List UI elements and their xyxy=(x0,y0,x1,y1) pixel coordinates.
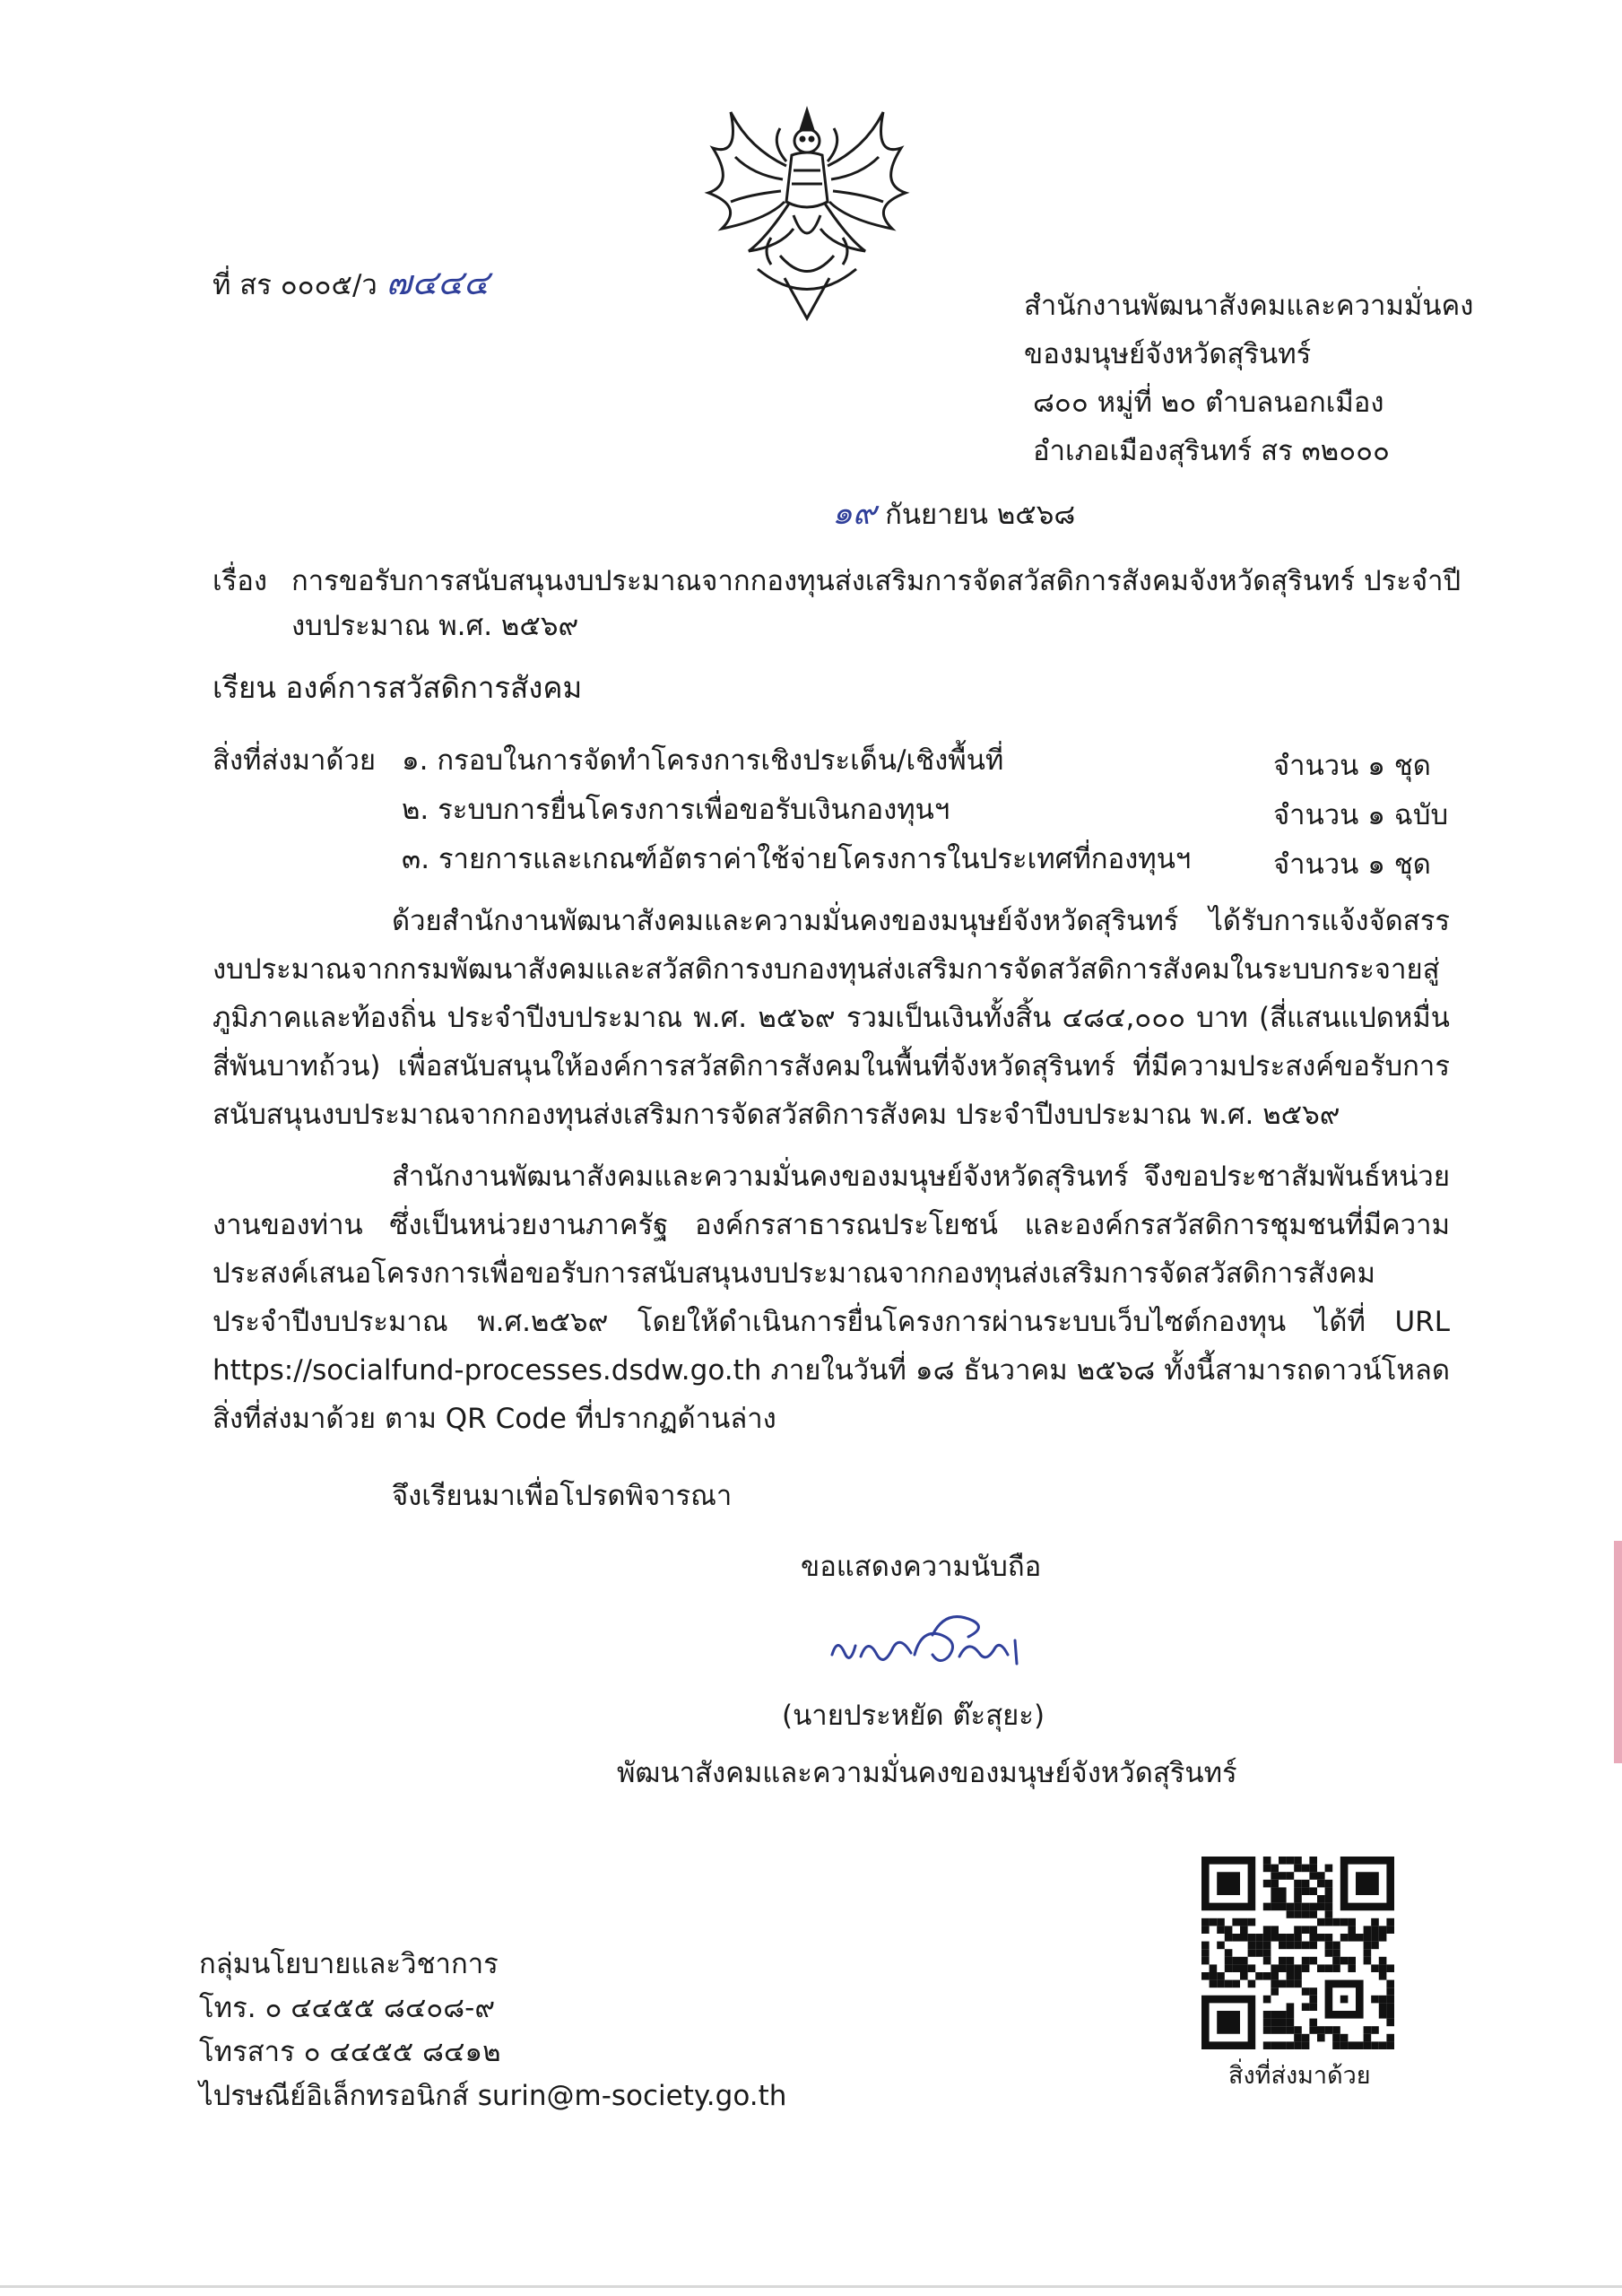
signatory-position: พัฒนาสังคมและความมั่นคงของมนุษย์จังหวัดสุรินทร์ xyxy=(617,1757,1237,1789)
qr-code xyxy=(1201,1857,1394,2049)
recipient-value: องค์การสวัสดิการสังคม xyxy=(285,670,583,705)
regards: ขอแสดงความนับถือ xyxy=(801,1551,1042,1583)
address-line: อำเภอเมืองสุรินทร์ สร ๓๒๐๐๐ xyxy=(1033,435,1390,467)
enclosure-item: ๑. กรอบในการจัดทำโครงการเชิงประเด็น/เชิงพื้นที่ xyxy=(402,744,1004,777)
footer-line: โทรสาร ๐ ๔๔๕๕ ๘๔๑๒ xyxy=(199,2036,501,2068)
address-line: สำนักงานพัฒนาสังคมและความมั่นคง xyxy=(1024,290,1474,322)
recipient-label: เรียน xyxy=(213,670,276,705)
sender-address xyxy=(1024,282,1473,475)
enclosure-item: ๒. ระบบการยื่นโครงการเพื่อขอรับเงินกองทุนฯ xyxy=(402,794,950,826)
signature xyxy=(825,1601,1031,1682)
scan-edge-line xyxy=(0,2285,1622,2288)
subject-line-2: งบประมาณ พ.ศ. ๒๕๖๙ xyxy=(291,610,579,642)
address-line: ๘๐๐ หมู่ที่ ๒๐ ตำบลนอกเมือง xyxy=(1033,387,1384,419)
body-paragraph-1-text: ด้วยสำนักงานพัฒนาสังคมและความมั่นคงของมนุษย์จังหวัดสุรินทร์ ได้รับการแจ้งจัดสรรงบประมาณจากกรมพัฒนาสังคมและสวัสดิการงบกองทุนส่งเสริมการจัดสวัสดิการสังคมในระบบกระจายสู่ภูมิภาคและท้องถิ่น ประจำปีงบประมาณ พ.ศ. ๒๕๖๙ รวมเป็นเงินทั้งสิ้น ๔๘๔,๐๐๐ บาท (สี่แสนแปดหมื่นสี่พันบาทถ้วน) เพื่อสนับสนุนให้องค์การสวัสดิการสังคมในพื้นที่จังหวัดสุรินทร์ ที่มีความประสงค์ขอรับการสนับสนุนงบประมาณจากกองทุนส่งเสริมการจัดสวัสดิการสังคม ประจำปีงบประมาณ พ.ศ. ๒๕๖๙ xyxy=(213,905,1450,1131)
closing-line: จึงเรียนมาเพื่อโปรดพิจารณา xyxy=(392,1480,733,1512)
subject-line-1: การขอรับการสนับสนุนงบประมาณจากกองทุนส่งเสริมการจัดสวัสดิการสังคมจังหวัดสุรินทร์ ประจำปี xyxy=(291,565,1462,597)
reference-label: ที่ สร ๐๐๐๕/ว xyxy=(213,269,377,301)
body-paragraph-1 xyxy=(213,897,1450,1139)
footer-line: กลุ่มนโยบายและวิชาการ xyxy=(199,1948,499,1980)
enclosure-qty: จำนวน ๑ ชุด xyxy=(1273,750,1431,782)
body-paragraph-2 xyxy=(213,1152,1450,1443)
enclosures-label: สิ่งที่ส่งมาด้วย xyxy=(213,744,377,777)
reference-number-handwritten: ๗๔๔๔ xyxy=(386,263,490,302)
address-line: ของมนุษย์จังหวัดสุรินทร์ xyxy=(1024,338,1312,370)
page-edge-mark xyxy=(1614,1541,1622,1763)
letter-date xyxy=(832,496,1075,533)
recipient xyxy=(213,670,582,706)
enclosure-qty: จำนวน ๑ ชุด xyxy=(1273,848,1431,881)
subject-label: เรื่อง xyxy=(213,565,268,597)
footer-line: โทร. ๐ ๔๔๕๕ ๘๔๐๘-๙ xyxy=(199,1992,496,2024)
footer-contact xyxy=(199,1943,786,2118)
enclosure-qty: จำนวน ๑ ฉบับ xyxy=(1273,799,1449,831)
garuda-emblem xyxy=(695,94,919,332)
enclosure-item: ๓. รายการและเกณฑ์อัตราค่าใช้จ่ายโครงการในประเทศที่กองทุนฯ xyxy=(402,843,1192,875)
reference-number xyxy=(213,265,490,303)
date-month-year: กันยายน ๒๕๖๘ xyxy=(885,499,1076,531)
date-day-handwritten: ๑๙ xyxy=(832,495,877,532)
footer-line: ไปรษณีย์อิเล็กทรอนิกส์ surin@m-society.go.th xyxy=(199,2080,787,2112)
qr-caption: สิ่งที่ส่งมาด้วย xyxy=(1228,2062,1371,2090)
signatory-name: (นายประหยัด ต๊ะสุยะ) xyxy=(782,1700,1045,1732)
body-paragraph-2-text: สำนักงานพัฒนาสังคมและความมั่นคงของมนุษย์จังหวัดสุรินทร์ จึงขอประชาสัมพันธ์หน่วยงานของท่าน ซึ่งเป็นหน่วยงานภาครัฐ องค์กรสาธารณประโยชน์ และองค์กรสวัสดิการชุมชนที่มีความประสงค์เสนอโครงการเพื่อขอรับการสนับสนุนงบประมาณจากกองทุนส่งเสริมการจัดสวัสดิการสังคมประจำปีงบประมาณ พ.ศ.๒๕๖๙ โดยให้ดำเนินการยื่นโครงการผ่านระบบเว็บไซต์กองทุน ได้ที่ URL https://socialfund-processes.dsdw.go.th ภายในวันที่ ๑๘ ธันวาคม ๒๕๖๘ ทั้งนี้สามารถดาวน์โหลดสิ่งที่ส่งมาด้วย ตาม QR Code ที่ปรากฏด้านล่าง xyxy=(213,1161,1450,1435)
